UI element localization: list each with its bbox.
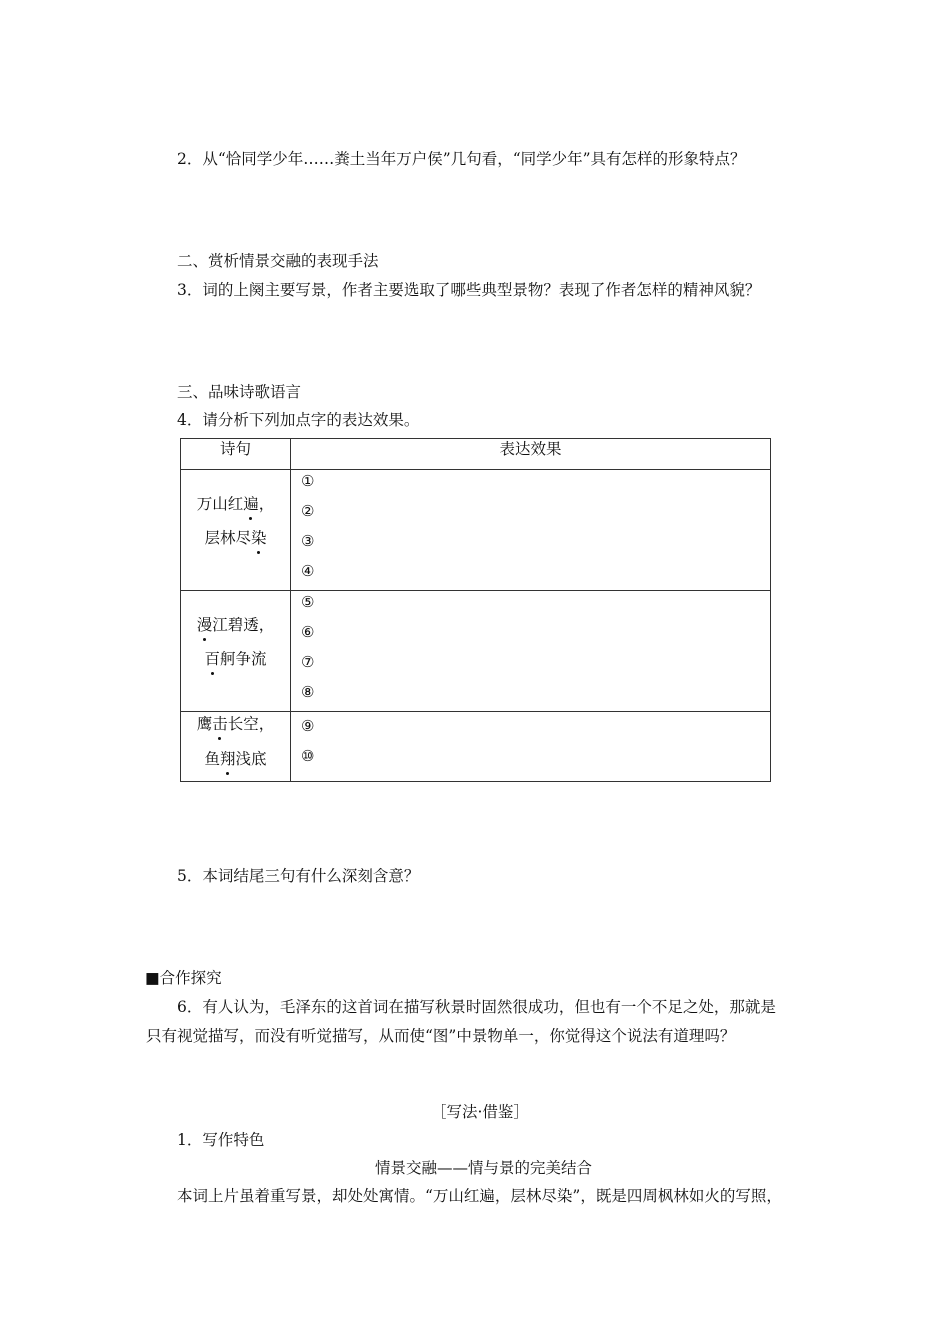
answer-table — [180, 438, 771, 782]
poem-line: 百舸争流 — [181, 647, 290, 669]
section-heading-3: 三、品味诗歌语言 — [177, 383, 302, 401]
table-header-row — [181, 439, 771, 470]
section-heading-2: 二、赏析情景交融的表现手法 — [177, 252, 379, 270]
answer-mark: ⑨ — [301, 717, 315, 735]
answer-mark: ① — [301, 472, 315, 490]
dotted-char: 百 — [204, 647, 220, 669]
dotted-char: 翔 — [220, 747, 236, 769]
poem-line: 鹰击长空， — [181, 712, 290, 734]
answer-mark: ⑧ — [301, 683, 315, 701]
question-5: 5．本词结尾三句有什么深刻含意？ — [177, 867, 420, 885]
dotted-char: 遍 — [243, 492, 259, 514]
question-6-line-1: 6．有人认为，毛泽东的这首词在描写秋景时固然很成功，但也有一个不足之处，那就是 — [177, 998, 776, 1016]
poem-line: 漫江碧透， — [181, 613, 290, 635]
writing-point-1: 1．写作特色 — [177, 1131, 265, 1149]
answer-cell[interactable] — [291, 591, 771, 712]
writing-paragraph: 本词上片虽着重写景，却处处寓情。“万山红遍，层林尽染”，既是四周枫林如火的写照， — [177, 1187, 782, 1205]
answer-mark: ④ — [301, 562, 315, 580]
poem-cell — [181, 591, 291, 712]
cooperative-inquiry-heading: ■合作探究 — [145, 969, 222, 987]
poem-cell — [181, 712, 291, 782]
answer-mark: ③ — [301, 532, 315, 550]
poem-line: 层林尽染 — [181, 526, 290, 548]
writing-heading: ［写法·借鉴］ — [431, 1103, 529, 1121]
dotted-char: 染 — [251, 526, 267, 548]
table-row — [181, 712, 771, 782]
poem-line: 万山红遍， — [181, 492, 290, 514]
answer-mark: ⑩ — [301, 747, 315, 765]
table-row — [181, 470, 771, 591]
table-row — [181, 591, 771, 712]
answer-cell[interactable] — [291, 712, 771, 782]
answer-mark: ⑦ — [301, 653, 315, 671]
header-effect: 表达效果 — [291, 439, 771, 470]
writing-subtitle: 情景交融——情与景的完美结合 — [375, 1159, 593, 1177]
question-6-line-2: 只有视觉描写，而没有听觉描写，从而使“图”中景物单一，你觉得这个说法有道理吗？ — [146, 1027, 736, 1045]
answer-cell[interactable] — [291, 470, 771, 591]
header-poem-line: 诗句 — [181, 439, 291, 470]
poem-cell — [181, 470, 291, 591]
dotted-char: 漫 — [197, 613, 213, 635]
poem-line: 鱼翔浅底 — [181, 747, 290, 769]
question-4: 4．请分析下列加点字的表达效果。 — [177, 411, 420, 429]
dotted-char: 击 — [212, 712, 228, 734]
answer-mark: ② — [301, 502, 315, 520]
question-3: 3．词的上阕主要写景，作者主要选取了哪些典型景物？表现了作者怎样的精神风貌？ — [177, 281, 761, 299]
answer-mark: ⑥ — [301, 623, 315, 641]
answer-mark: ⑤ — [301, 593, 315, 611]
question-2: 2．从“恰同学少年……粪土当年万户侯”几句看，“同学少年”具有怎样的形象特点？ — [177, 150, 746, 168]
